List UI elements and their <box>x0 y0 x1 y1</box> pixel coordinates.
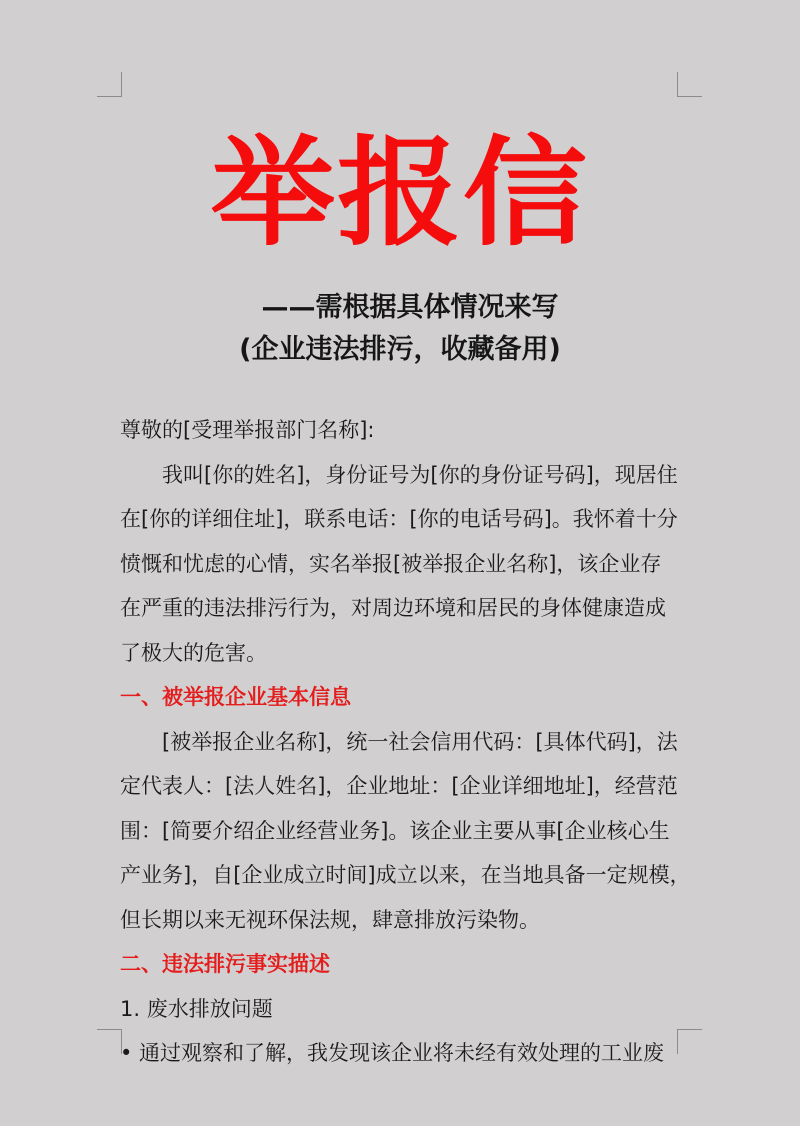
section1-line: 但长期以来无视环保法规，肆意排放污染物。 <box>120 907 540 932</box>
crop-mark-top-right <box>677 72 702 97</box>
intro-line: 了极大的危害。 <box>120 640 267 665</box>
intro-line: 愤慨和忧虑的心情，实名举报[被举报企业名称]，该企业存 <box>120 551 662 576</box>
section1-line: 产业务]，自[企业成立时间]成立以来，在当地具备一定规模， <box>120 863 691 887</box>
section1-line: 定代表人：[法人姓名]，企业地址：[企业详细地址]，经营范 <box>120 774 678 798</box>
document-title: 举报信 <box>210 124 589 262</box>
crop-mark-bottom-left <box>97 1029 122 1054</box>
section2-bullet: • 通过观察和了解，我发现该企业将未经有效处理的工业废 <box>120 1041 665 1065</box>
section2-heading: 二、违法排污事实描述 <box>120 952 330 976</box>
section1-line: 围：[简要介绍企业经营业务]。该企业主要从事[企业核心生 <box>120 818 670 843</box>
document-subtitle-2: (企业违法排污，收藏备用) <box>239 334 561 365</box>
section2-item: 1. 废水排放问题 <box>120 996 273 1021</box>
intro-line: 在[你的详细住址]，联系电话：[你的电话号码]。我怀着十分 <box>120 507 678 531</box>
salutation: 尊敬的[受理举报部门名称]: <box>120 418 375 442</box>
section1-line: [被举报企业名称]，统一社会信用代码：[具体代码]，法 <box>162 729 678 754</box>
section1-heading: 一、被举报企业基本信息 <box>120 685 351 709</box>
document-subtitle-1: ——需根据具体情况来写 <box>261 292 559 323</box>
crop-mark-top-left <box>97 72 122 97</box>
intro-line: 在严重的违法排污行为，对周边环境和居民的身体健康造成 <box>120 596 666 620</box>
intro-line: 我叫[你的姓名]，身份证号为[你的身份证号码]，现居住 <box>162 462 678 487</box>
document-body <box>120 408 691 1076</box>
